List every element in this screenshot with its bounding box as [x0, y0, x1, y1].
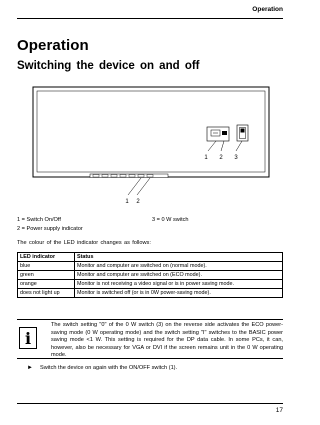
info-icon: i — [19, 327, 37, 349]
note-text: The switch setting "0" of the 0 W switch (3) on the reverse side activates the ECO power- saving mode (0 W operating mode) and the switch setting "I" switches to the BASIC power saving mode <1 W. This setting is required for the DP data cable. In some PCs, it can, however, also be necessary for VGA or DVI if the screen remains unit in the 0 W operating mode. — [51, 322, 283, 358]
side-led — [222, 131, 227, 135]
table-header-row — [18, 253, 283, 262]
note-divider-bottom — [17, 358, 283, 359]
monitor-screen — [37, 91, 265, 172]
table-row — [18, 280, 283, 289]
power-led — [147, 175, 153, 178]
section-title: Switching the device on and off — [17, 60, 200, 72]
page-number: 17 — [275, 407, 283, 414]
legend-item-3: 3 = 0 W switch — [152, 217, 189, 223]
monitor-figure — [30, 85, 272, 209]
table-row — [18, 262, 283, 271]
step-text: Switch the device on again with the ON/OFF switch (1). — [40, 365, 178, 371]
led-cell: green — [18, 271, 75, 280]
led-cell: orange — [18, 280, 75, 289]
led-cell: blue — [18, 262, 75, 271]
note-divider-top — [17, 319, 283, 320]
callout-1-front: 1 — [125, 199, 129, 205]
status-cell: Monitor and computer are switched on (normal mode). — [75, 262, 283, 271]
triangle-arrow-icon: ► — [27, 364, 33, 371]
table-row — [18, 289, 283, 298]
status-cell: Monitor is not receiving a video signal or is in power saving mode. — [75, 280, 283, 289]
status-cell: Monitor is switched off (or is in 0W power-saving mode). — [75, 289, 283, 298]
power-button — [138, 175, 144, 178]
page-title: Operation — [17, 37, 89, 54]
status-cell: Monitor and computer are switched on (ECO mode). — [75, 271, 283, 280]
header-divider — [17, 18, 283, 19]
legend-item-2: 2 = Power supply indicator — [17, 226, 83, 232]
table-intro: The colour of the LED indicator changes as follows: — [17, 240, 151, 246]
header-led-indicator: LED indicator — [18, 253, 75, 262]
footer-divider — [17, 403, 283, 404]
led-cell: does not light up — [18, 289, 75, 298]
callout-1-side: 1 — [204, 155, 208, 161]
header-status: Status — [75, 253, 283, 262]
legend-item-1: 1 = Switch On/Off — [17, 217, 61, 223]
callout-2-front: 2 — [136, 199, 140, 205]
table-row — [18, 271, 283, 280]
callout-2-side: 2 — [219, 155, 223, 161]
led-status-table — [17, 252, 283, 298]
callout-3-side: 3 — [234, 155, 238, 161]
running-header: Operation — [252, 6, 283, 13]
